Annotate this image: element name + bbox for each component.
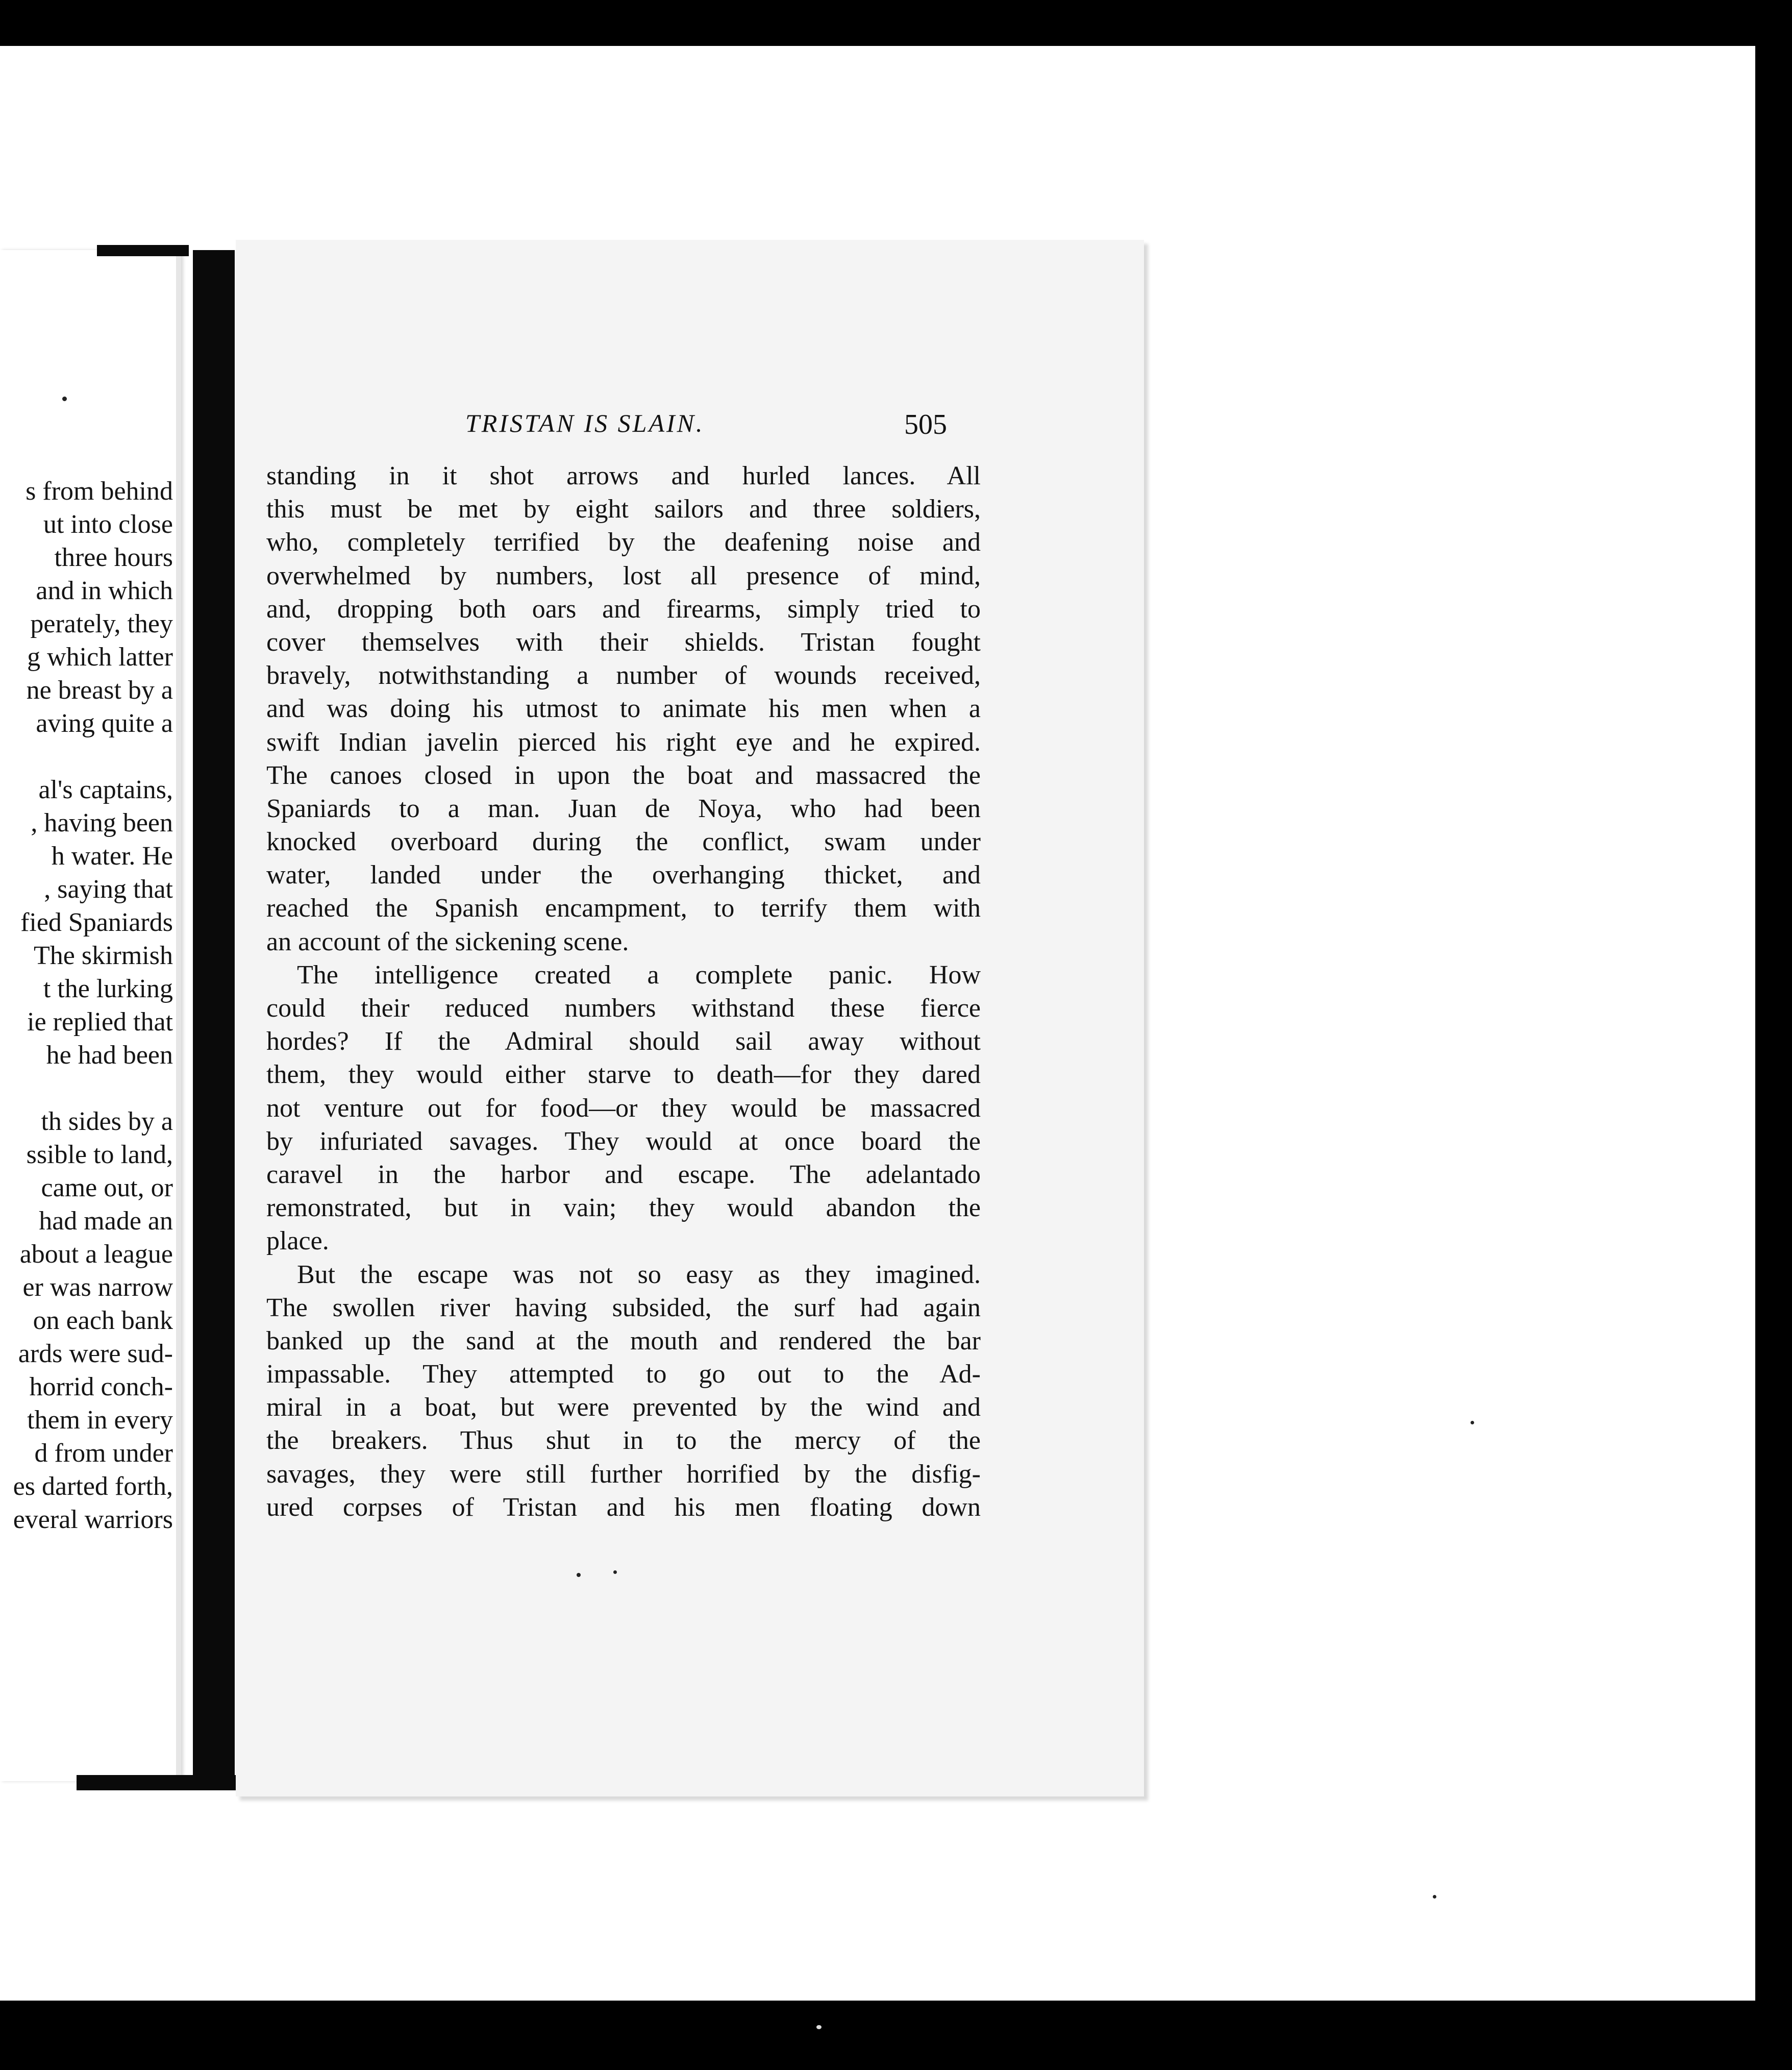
- left-page-line: horrid conch-: [29, 1372, 173, 1401]
- speck-mark: [62, 397, 67, 401]
- text-line: The intelligence created a complete panic. How: [297, 960, 981, 990]
- left-page-line: fied Spaniards: [20, 908, 173, 937]
- left-page-line: and in which: [36, 576, 173, 605]
- left-page-line: perately, they: [30, 609, 173, 638]
- left-page-line: ards were sud-: [18, 1339, 173, 1368]
- text-line: cover themselves with their shields. Tristan fought: [266, 627, 981, 657]
- left-page-line: t the lurking: [43, 974, 173, 1003]
- left-page-line: , saying that: [44, 875, 173, 904]
- text-line: and, dropping both oars and firearms, simply tried to: [266, 594, 981, 624]
- text-line: miral in a boat, but were prevented by the wind and: [266, 1393, 981, 1422]
- left-page-line: er was narrow: [22, 1273, 173, 1302]
- speck-mark: [613, 1570, 617, 1574]
- speck-mark: [816, 2025, 822, 2029]
- text-line: Spaniards to a man. Juan de Noya, who had been: [266, 794, 981, 823]
- text-line: place.: [266, 1226, 329, 1256]
- left-page-paragraph-gap: [0, 1072, 176, 1105]
- left-page-line: came out, or: [41, 1173, 173, 1202]
- text-line: by infuriated savages. They would at once board the: [266, 1126, 981, 1156]
- text-line: The swollen river having subsided, the surf had again: [266, 1293, 981, 1322]
- left-page-paragraph-gap: [0, 740, 176, 773]
- text-line: and was doing his utmost to animate his men when a: [266, 694, 981, 724]
- left-page-line: g which latter: [27, 643, 173, 672]
- text-line: who, completely terrified by the deafening noise and: [266, 528, 981, 557]
- text-line: The canoes closed in upon the boat and massacred the: [266, 760, 981, 790]
- left-page-line: he had been: [46, 1041, 173, 1070]
- left-page-line: ie replied that: [27, 1007, 173, 1037]
- left-page-line: th sides by a: [41, 1107, 173, 1136]
- left-page-line: aving quite a: [36, 709, 173, 738]
- text-line: hordes? If the Admiral should sail away without: [266, 1027, 981, 1056]
- spine-top-clip: [97, 245, 189, 256]
- text-line: banked up the sand at the mouth and rendered the bar: [266, 1326, 981, 1356]
- text-line: knocked overboard during the conflict, swam under: [266, 827, 981, 857]
- left-page-line: ut into close: [43, 510, 173, 539]
- left-page-line: on each bank: [33, 1306, 173, 1335]
- text-line: ured corpses of Tristan and his men floating down: [266, 1492, 981, 1522]
- text-line: an account of the sickening scene.: [266, 927, 629, 956]
- page-body-text: [266, 459, 981, 1524]
- speck-mark: [577, 1573, 581, 1577]
- text-line: this must be met by eight sailors and three soldiers,: [266, 495, 981, 524]
- book-spine-gutter: [193, 250, 235, 1781]
- text-line: reached the Spanish encampment, to terrify them with: [266, 894, 981, 923]
- left-page-line: es darted forth,: [13, 1472, 173, 1501]
- left-page-line: ne breast by a: [26, 676, 173, 705]
- left-page-line: al's captains,: [38, 775, 173, 804]
- text-line: overwhelmed by numbers, lost all presence of mind,: [266, 561, 981, 590]
- left-page-line: The skirmish: [34, 941, 173, 970]
- text-line: swift Indian javelin pierced his right eye and he expired.: [266, 727, 981, 757]
- left-page-text: [0, 475, 176, 1781]
- page-header: [236, 408, 1144, 449]
- text-line: water, landed under the overhanging thicket, and: [266, 860, 981, 890]
- left-page-fragment: [0, 250, 181, 1781]
- page-number: 505: [904, 409, 947, 440]
- text-line: them, they would either starve to death—for they dared: [266, 1060, 981, 1090]
- left-page-line: them in every: [27, 1406, 173, 1435]
- left-page-line: about a league: [19, 1240, 173, 1269]
- left-page-line: everal warriors: [13, 1505, 173, 1534]
- left-page-line: h water. He: [51, 842, 173, 871]
- text-line: could their reduced numbers withstand these fierce: [266, 994, 981, 1023]
- left-page-line: three hours: [54, 543, 173, 572]
- running-head: TRISTAN IS SLAIN.: [465, 409, 705, 437]
- text-line: bravely, notwithstanding a number of wounds received,: [266, 661, 981, 691]
- left-page-line: , having been: [31, 808, 173, 837]
- left-page-line: had made an: [39, 1206, 173, 1236]
- left-page-line: s from behind: [26, 477, 173, 506]
- left-page-line: ssible to land,: [26, 1140, 173, 1169]
- text-line: caravel in the harbor and escape. The adelantado: [266, 1160, 981, 1189]
- text-line: the breakers. Thus shut in to the mercy of the: [266, 1426, 981, 1456]
- text-line: But the escape was not so easy as they imagined.: [297, 1260, 981, 1289]
- speck-mark: [1433, 1895, 1436, 1899]
- text-line: standing in it shot arrows and hurled lances. All: [266, 461, 981, 490]
- text-line: not venture out for food—or they would be massacred: [266, 1093, 981, 1123]
- speck-mark: [1471, 1421, 1474, 1424]
- text-line: savages, they were still further horrified by the disfig-: [266, 1459, 981, 1489]
- left-page-line: d from under: [34, 1439, 173, 1468]
- text-line: impassable. They attempted to go out to the Ad-: [266, 1360, 981, 1389]
- text-line: remonstrated, but in vain; they would abandon the: [266, 1193, 981, 1223]
- book-page: [236, 240, 1144, 1796]
